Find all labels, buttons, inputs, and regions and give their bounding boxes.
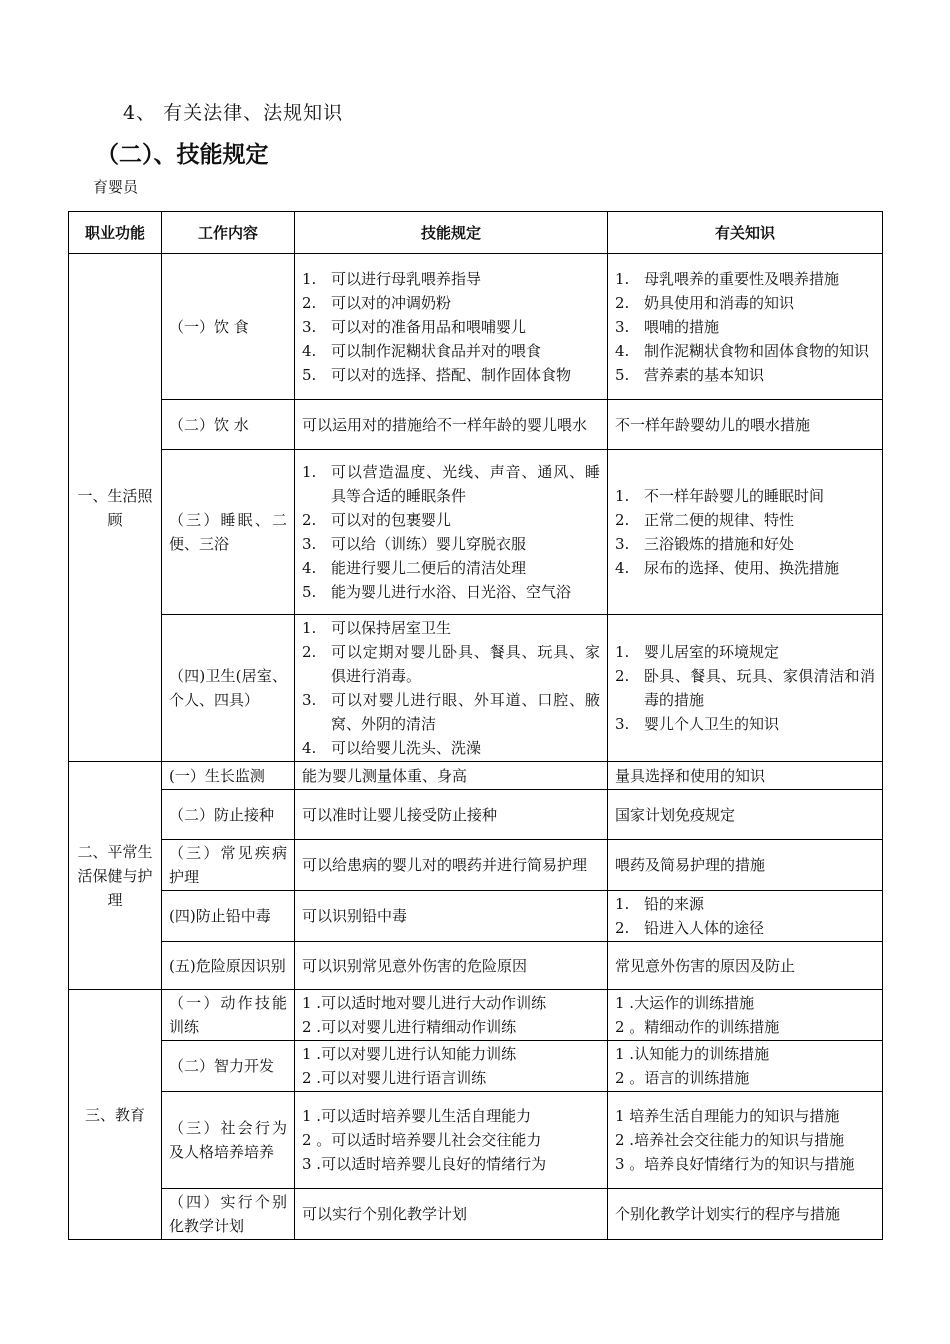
table-header-row bbox=[69, 212, 883, 254]
item-number: 3. bbox=[615, 317, 630, 336]
header-skills: 技能规定 bbox=[295, 212, 608, 254]
item-number: 5. bbox=[302, 365, 317, 384]
list-item bbox=[615, 640, 875, 664]
table-row bbox=[69, 790, 883, 840]
list-item bbox=[302, 640, 600, 688]
content-cell: （二）防止接种 bbox=[162, 790, 295, 840]
item-text: 喂哺的措施 bbox=[644, 317, 720, 336]
knowledge-cell: 不一样年龄婴幼儿的喂水措施 bbox=[608, 400, 883, 450]
list-item bbox=[302, 363, 600, 387]
skills-cell: 可以识别铅中毒 bbox=[295, 891, 608, 942]
item-text: 可以给婴儿洗头、洗澡 bbox=[331, 739, 482, 757]
item-number: 4. bbox=[615, 341, 630, 360]
list-item bbox=[302, 267, 600, 291]
item-text: 婴儿居室的环境规定 bbox=[644, 643, 780, 661]
item-number: 4. bbox=[302, 559, 317, 577]
item-number: 3. bbox=[615, 715, 630, 733]
item-text: 可以定期对婴儿卧具、餐具、玩具、家俱进行消毒。 bbox=[331, 643, 600, 685]
item-number: 5. bbox=[615, 365, 630, 384]
list-item bbox=[615, 664, 875, 712]
table-row bbox=[69, 891, 883, 942]
item-number: 1. bbox=[615, 487, 630, 505]
list-item bbox=[615, 339, 875, 363]
numbered-list bbox=[302, 616, 600, 760]
list-item bbox=[615, 363, 875, 387]
skills-cell: 1 .可以对婴儿进行认知能力训练 2 .可以对婴儿进行语言训练 bbox=[295, 1041, 608, 1092]
list-item bbox=[615, 267, 875, 291]
header-function: 职业功能 bbox=[69, 212, 162, 254]
item-number: 1. bbox=[302, 619, 317, 637]
item-number: 1. bbox=[615, 643, 630, 661]
item-number: 2. bbox=[615, 293, 630, 312]
item-text: 铅的来源 bbox=[644, 895, 705, 913]
skills-cell: 可以识别常见意外伤害的危险原因 bbox=[295, 942, 608, 990]
item-text: 三浴锻炼的措施和好处 bbox=[644, 535, 795, 553]
item-text: 铅进入人体的途径 bbox=[644, 919, 765, 937]
table-row bbox=[69, 1041, 883, 1092]
item-text: 可以对婴儿进行眼、外耳道、口腔、腋窝、外阴的清洁 bbox=[331, 691, 600, 733]
table-row bbox=[69, 990, 883, 1041]
item-number: 3. bbox=[302, 317, 317, 336]
table-row bbox=[69, 1189, 883, 1240]
item-number: 3. bbox=[302, 535, 317, 553]
skills-cell bbox=[295, 254, 608, 400]
item-text: 可以保持居室卫生 bbox=[331, 619, 452, 637]
item-number: 4. bbox=[302, 341, 317, 360]
function-cell: 三、教育 bbox=[69, 990, 162, 1240]
list-item bbox=[302, 291, 600, 315]
item-text: 可以对的冲调奶粉 bbox=[331, 293, 452, 312]
skills-cell: 可以准时让婴儿接受防止接种 bbox=[295, 790, 608, 840]
item-number: 4. bbox=[615, 559, 630, 577]
skills-cell: 能为婴儿测量体重、身高 bbox=[295, 762, 608, 790]
item-number: 2. bbox=[615, 919, 630, 937]
numbered-list bbox=[615, 267, 875, 387]
knowledge-cell: 常见意外伤害的原因及防止 bbox=[608, 942, 883, 990]
item-number: 2. bbox=[615, 511, 630, 529]
content-cell: （三）常见疾病护理 bbox=[162, 840, 295, 891]
list-item bbox=[302, 315, 600, 339]
list-item bbox=[615, 315, 875, 339]
list-item bbox=[302, 339, 600, 363]
item-text: 母乳喂养的重要性及喂养措施 bbox=[644, 269, 840, 288]
table-row bbox=[69, 615, 883, 762]
item-text: 卧具、餐具、玩具、家俱清洁和消毒的措施 bbox=[644, 667, 875, 709]
numbered-list bbox=[302, 460, 600, 604]
content-cell: (五)危险原因识别 bbox=[162, 942, 295, 990]
item-text: 不一样年龄婴儿的睡眠时间 bbox=[644, 487, 825, 505]
numbered-list bbox=[302, 267, 600, 387]
numbered-list bbox=[615, 484, 875, 580]
item-number: 2. bbox=[302, 293, 317, 312]
header-content: 工作内容 bbox=[162, 212, 295, 254]
table-row bbox=[69, 400, 883, 450]
item-number: 3. bbox=[302, 691, 317, 709]
list-item bbox=[615, 291, 875, 315]
content-cell: (一）生长监测 bbox=[162, 762, 295, 790]
item-text: 营养素的基本知识 bbox=[644, 365, 765, 384]
list-item bbox=[615, 556, 875, 580]
table-row bbox=[69, 1092, 883, 1189]
list-item bbox=[302, 508, 600, 532]
skills-cell bbox=[295, 615, 608, 762]
item-number: 1. bbox=[615, 269, 630, 288]
list-item bbox=[615, 916, 875, 940]
item-text: 尿布的选择、使用、换洗措施 bbox=[644, 559, 840, 577]
knowledge-cell: 国家计划免疫规定 bbox=[608, 790, 883, 840]
item-text: 制作泥糊状食物和固体食物的知识 bbox=[644, 341, 870, 360]
item-text: 可以给（训练）婴儿穿脱衣服 bbox=[331, 535, 527, 553]
knowledge-cell: 喂药及简易护理的措施 bbox=[608, 840, 883, 891]
knowledge-cell: 1 .认知能力的训练措施 2 。语言的训练措施 bbox=[608, 1041, 883, 1092]
skills-table bbox=[68, 211, 883, 1240]
skills-cell: 可以实行个别化教学计划 bbox=[295, 1189, 608, 1240]
item-number: 1. bbox=[615, 895, 630, 913]
list-item bbox=[302, 460, 600, 508]
knowledge-cell: 1 .大运作的训练措施 2 。精细动作的训练措施 bbox=[608, 990, 883, 1041]
item-text: 能为婴儿进行水浴、日光浴、空气浴 bbox=[331, 583, 572, 601]
content-cell: （四)卫生(居室、个人、四具） bbox=[162, 615, 295, 762]
table-row bbox=[69, 450, 883, 615]
list-item bbox=[302, 616, 600, 640]
item-text: 可以对的包裹婴儿 bbox=[331, 511, 452, 529]
content-cell: (四)防止铅中毒 bbox=[162, 891, 295, 942]
knowledge-cell bbox=[608, 891, 883, 942]
list-item bbox=[615, 484, 875, 508]
item-number: 4. bbox=[302, 739, 317, 757]
knowledge-cell bbox=[608, 615, 883, 762]
content-cell: （三）睡眠、二便、三浴 bbox=[162, 450, 295, 615]
numbered-list bbox=[615, 640, 875, 736]
list-item bbox=[615, 892, 875, 916]
skills-cell: 1 .可以适时培养婴儿生活自理能力 2 。可以适时培养婴儿社会交往能力 3 .可以适时培养婴儿良好的情绪行为 bbox=[295, 1092, 608, 1189]
numbered-list bbox=[615, 892, 875, 940]
knowledge-cell: 1 培养生活自理能力的知识与措施 2 .培养社会交往能力的知识与措施 3 。培养良好情绪行为的知识与措施 bbox=[608, 1092, 883, 1189]
content-cell: （一）动作技能训练 bbox=[162, 990, 295, 1041]
list-item bbox=[302, 532, 600, 556]
knowledge-cell: 个别化教学计划实行的程序与措施 bbox=[608, 1189, 883, 1240]
item-text: 可以营造温度、光线、声音、通风、睡具等合适的睡眠条件 bbox=[331, 463, 600, 505]
item-text: 能进行婴儿二便后的清洁处理 bbox=[331, 559, 527, 577]
content-cell: （二）智力开发 bbox=[162, 1041, 295, 1092]
section-heading: （二）、技能规定 bbox=[96, 142, 269, 168]
table-row bbox=[69, 254, 883, 400]
item-number: 2. bbox=[615, 667, 630, 685]
function-cell: 二、平常生活保健与护理 bbox=[69, 762, 162, 990]
content-cell: （四）实行个别化教学计划 bbox=[162, 1189, 295, 1240]
item-text: 可以对的准备用品和喂哺婴儿 bbox=[331, 317, 527, 336]
header-knowledge: 有关知识 bbox=[608, 212, 883, 254]
list-item bbox=[302, 556, 600, 580]
table-row bbox=[69, 840, 883, 891]
list-item bbox=[302, 736, 600, 760]
item-number: 2. bbox=[302, 643, 317, 661]
skills-cell: 1 .可以适时地对婴儿进行大动作训练 2 .可以对婴儿进行精细动作训练 bbox=[295, 990, 608, 1041]
skills-cell: 可以运用对的措施给不一样年龄的婴儿喂水 bbox=[295, 400, 608, 450]
list-item bbox=[302, 580, 600, 604]
content-cell: （三）社会行为及人格培养培养 bbox=[162, 1092, 295, 1189]
skills-cell bbox=[295, 450, 608, 615]
function-cell: 一、生活照顾 bbox=[69, 254, 162, 762]
item-text: 正常二便的规律、特性 bbox=[644, 511, 795, 529]
table-row bbox=[69, 762, 883, 790]
item-text: 可以制作泥糊状食品并对的喂食 bbox=[331, 341, 542, 360]
knowledge-cell: 量具选择和使用的知识 bbox=[608, 762, 883, 790]
item-text: 婴儿个人卫生的知识 bbox=[644, 715, 780, 733]
knowledge-cell bbox=[608, 254, 883, 400]
item-text: 可以进行母乳喂养指导 bbox=[331, 269, 482, 288]
table-row bbox=[69, 942, 883, 990]
item-number: 5. bbox=[302, 583, 317, 601]
item-text: 可以对的选择、搭配、制作固体食物 bbox=[331, 365, 572, 384]
content-cell: （一）饮 食 bbox=[162, 254, 295, 400]
knowledge-cell bbox=[608, 450, 883, 615]
item-text: 奶具使用和消毒的知识 bbox=[644, 293, 795, 312]
table-caption: 育婴员 bbox=[93, 178, 139, 196]
list-item bbox=[615, 712, 875, 736]
list-item bbox=[302, 688, 600, 736]
content-cell: （二）饮 水 bbox=[162, 400, 295, 450]
skills-cell: 可以给患病的婴儿对的喂药并进行简易护理 bbox=[295, 840, 608, 891]
item-number: 3. bbox=[615, 535, 630, 553]
list-item bbox=[615, 508, 875, 532]
list-item bbox=[615, 532, 875, 556]
item-number: 2. bbox=[302, 511, 317, 529]
item-number: 1. bbox=[302, 463, 317, 481]
heading-item: 4、 有关法律、法规知识 bbox=[123, 102, 344, 124]
item-number: 1. bbox=[302, 269, 317, 288]
